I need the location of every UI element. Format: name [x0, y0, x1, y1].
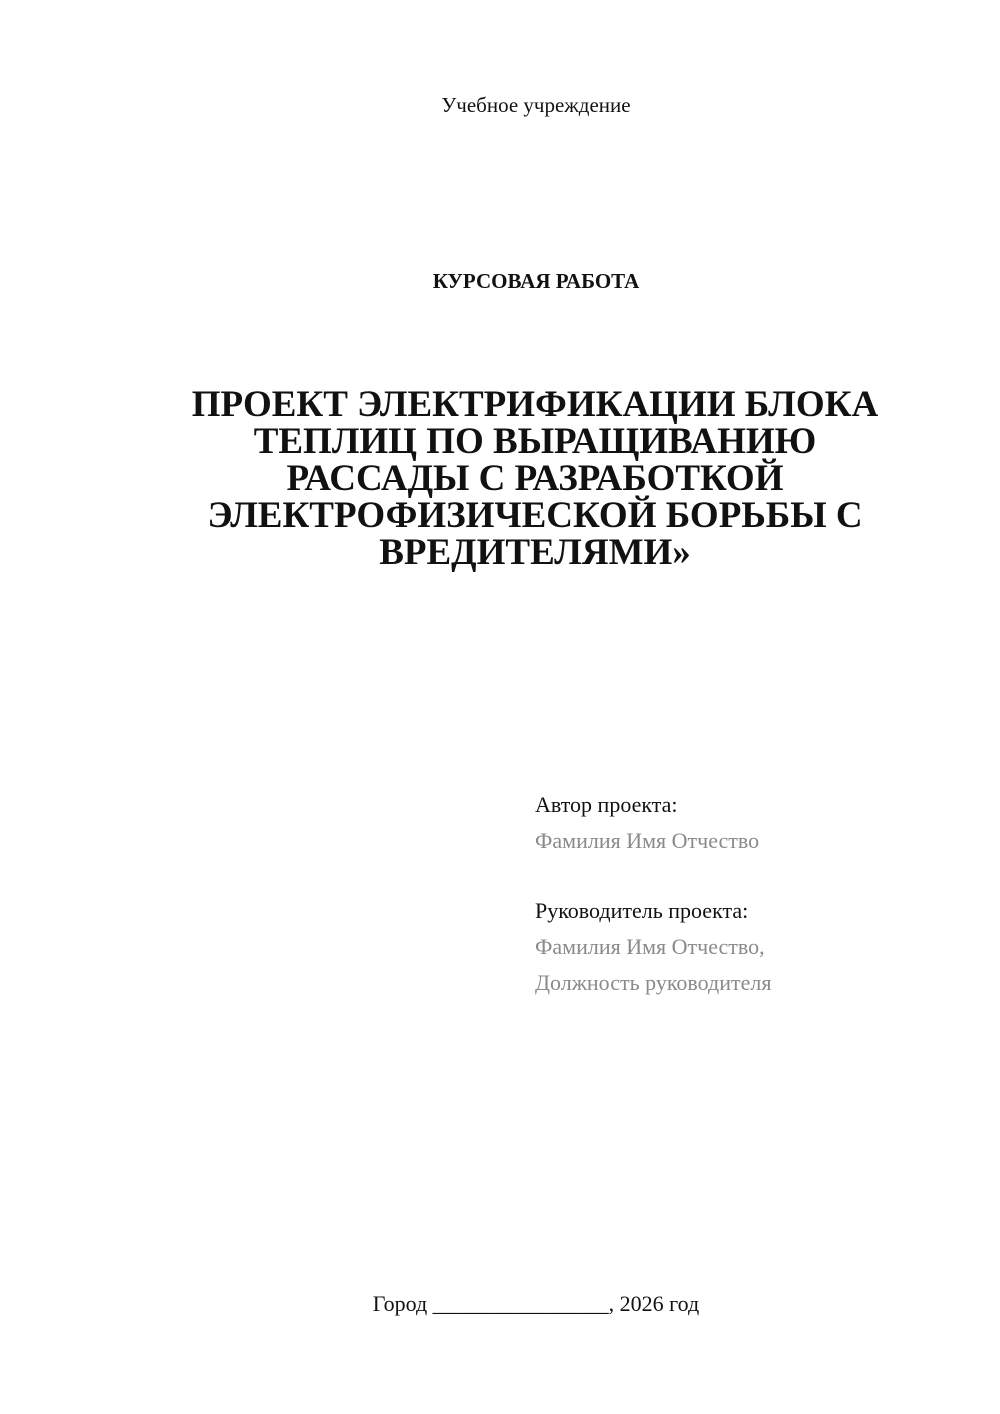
city-label: Город [372, 1291, 428, 1316]
city-year-line [0, 1288, 1000, 1320]
title-line: ТЕПЛИЦ ПО ВЫРАЩИВАНИЮ [253, 421, 817, 462]
project-title [140, 386, 930, 571]
document-type: КУРСОВАЯ РАБОТА [432, 269, 640, 293]
supervisor-label: Руководитель проекта: [535, 898, 749, 923]
institution-name: Учебное учреждение [441, 93, 631, 117]
title-line: ПРОЕКТ ЭЛЕКТРИФИКАЦИИ БЛОКА [191, 384, 879, 425]
spacer [535, 859, 975, 893]
project-people [535, 787, 975, 1001]
title-line: ВРЕДИТЕЛЯМИ» [379, 532, 691, 573]
supervisor-position: Должность руководителя [535, 970, 772, 995]
supervisor-name: Фамилия Имя Отчество, [535, 934, 765, 959]
city-blank: ________________ [432, 1291, 609, 1316]
year-text: , 2026 год [608, 1291, 700, 1316]
title-line: ЭЛЕКТРОФИЗИЧЕСКОЙ БОРЬБЫ С [207, 495, 863, 536]
author-name: Фамилия Имя Отчество [535, 828, 760, 853]
title-line: РАССАДЫ С РАЗРАБОТКОЙ [286, 458, 784, 499]
author-label: Автор проекта: [535, 792, 678, 817]
